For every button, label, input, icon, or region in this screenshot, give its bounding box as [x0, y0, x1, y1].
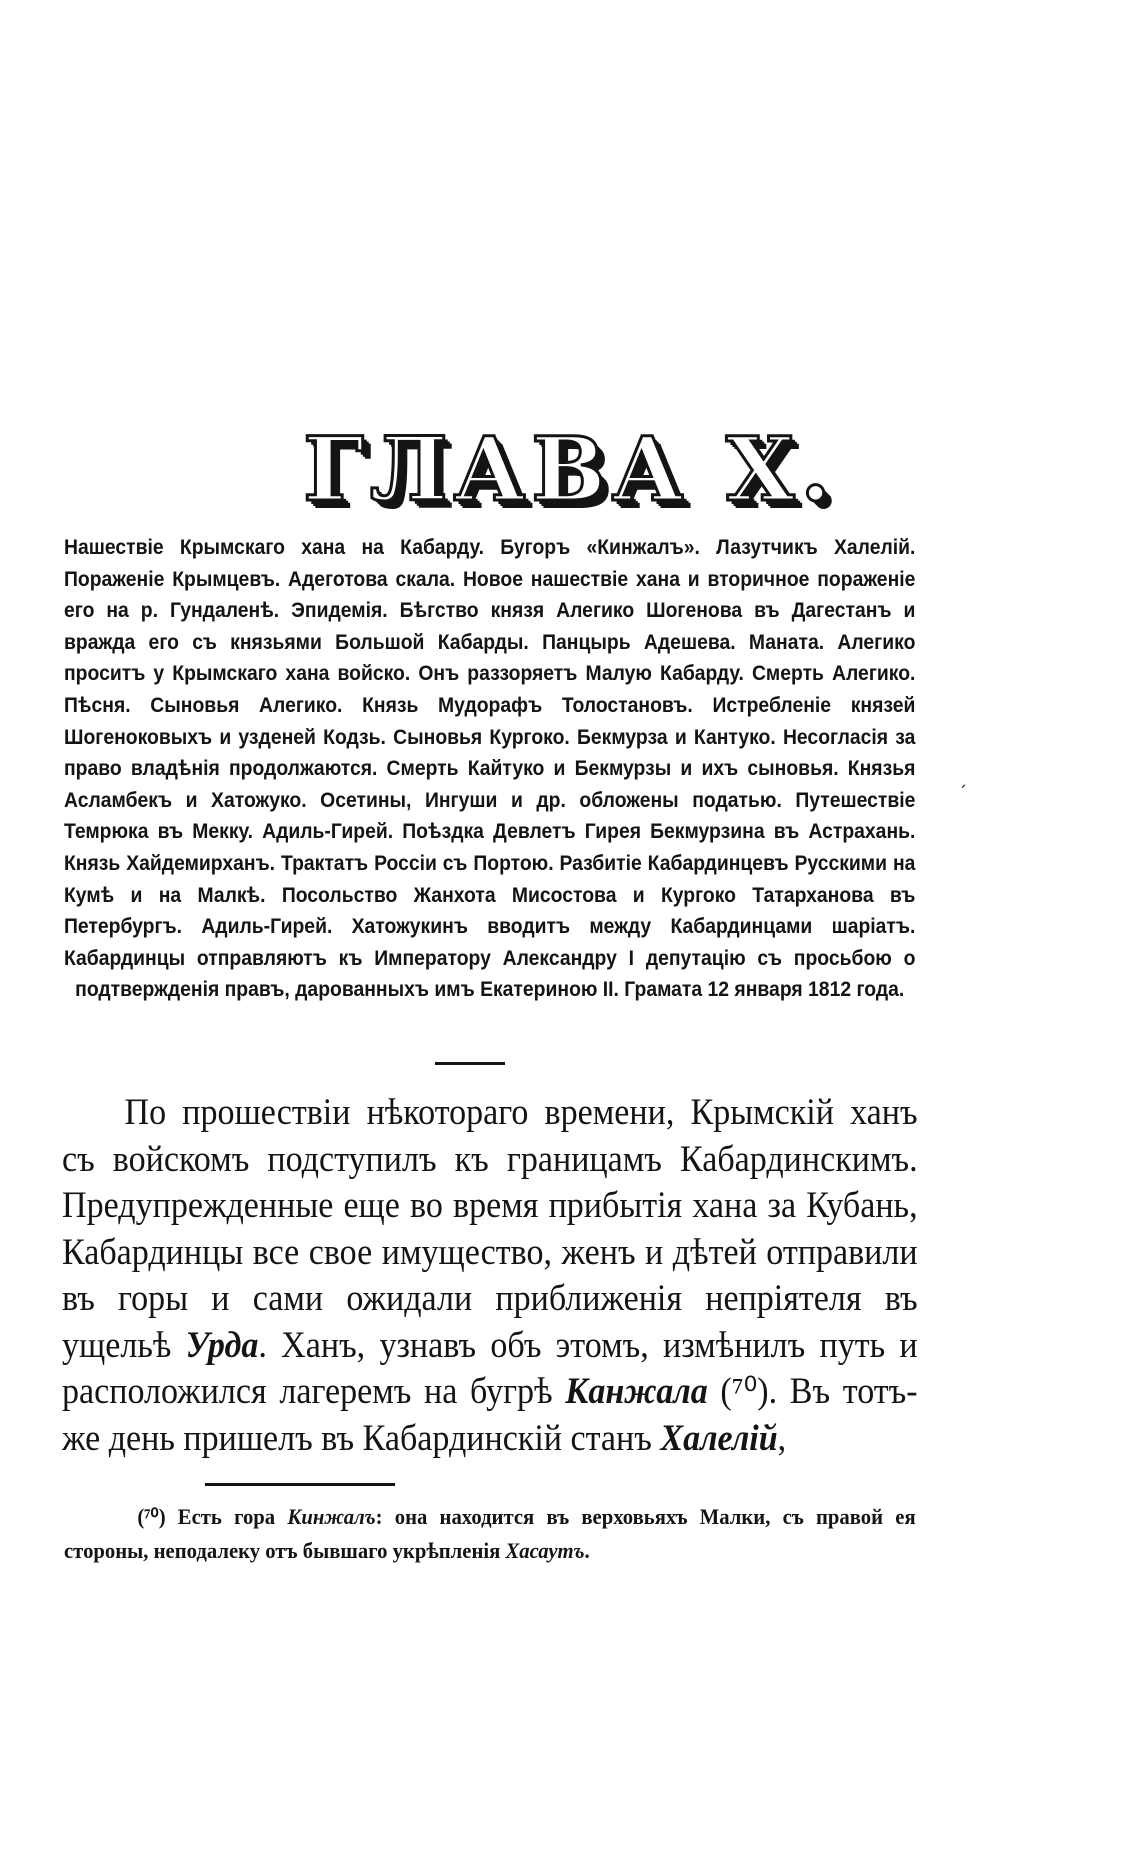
body-text-2: . Ханъ, узнавъ объ этомъ, измѣнилъ путь и расположился лагеремъ на бугрѣ [62, 1324, 918, 1412]
margin-mark: ˊ [958, 783, 967, 804]
footnote-text-2: : она находится въ верховьяхъ Малки, съ правой ея стороны, неподалеку отъ бывшаго укрѣпленія [64, 1504, 916, 1563]
place-name-kanzhala: Канжала [565, 1371, 708, 1412]
body-text-4: , [777, 1417, 787, 1459]
chapter-summary: Нашествіе Крымскаго хана на Кабарду. Бугоръ «Кинжалъ». Лазутчикъ Халелій. Пораженіе Крымцевъ. Адеготова скала. Новое нашествіе хана и вторичное пораженіе его на р. Гундаленѣ. Эпидемія. Бѣгство князя Алегико Шогенова въ Дагестанъ и вражда его съ князьями Большой Кабарды. Панцырь Адешева. Маната. Алегико проситъ у Крымскаго хана войско. Онъ раззоряетъ Малую Кабарду. Смерть Алегико. Пѣсня. Сыновья Алегико. Князь Мудорафъ Толостановъ. Истребленіе князей Шогеноковыхъ и узденей Кодзь. Сыновья Кургоко. Бекмурза и Кантуко. Несогласія за право владѣнія продолжаются. Смерть Кайтуко и Бекмурзы и ихъ сыновья. Князья Асламбекъ и Хатожуко. Осетины, Ингуши и др. обложены податью. Путешествіе Темрюка въ Мекку. Адиль-Гирей. Поѣздка Девлетъ Гирея Бекмурзина въ Астрахань. Князь Хайдемирханъ. Трактатъ Россіи съ Портою. Разбитіе Кабардинцевъ Русскими на Кумѣ и на Малкѣ. Посольство Жанхота Мисостова и Кургоко Татарханова въ Петербургъ. Адиль-Гирей. Хатожукинъ вводитъ между Кабардинцами шаріатъ. Кабардинцы отправляютъ къ Императору Александру I депутацію съ просьбою о подтвержденія правъ, дарованныхъ имъ Екатериною II. Грамата 12 января 1812 года. [64, 535, 916, 1002]
body-text-1: По прошествіи нѣкотораго времени, Крымскій ханъ съ войскомъ подступилъ къ границамъ Кабардинскимъ. Предупрежденные еще во время прибытія хана за Кубань, Кабардинцы все свое имущество, женъ и дѣтей отправили въ горы и сами ожидали приближенія непріятеля въ ущельѣ [62, 1092, 918, 1366]
section-divider [435, 1062, 505, 1065]
footnote [64, 1500, 916, 1568]
body-paragraph [62, 1090, 918, 1462]
footnote-text-1: Есть гора [165, 1504, 288, 1529]
footnote-marker: (⁷⁰) [137, 1504, 166, 1529]
footnote-place: Хасаутъ [505, 1538, 585, 1563]
footnote-term: Кинжалъ [287, 1504, 376, 1529]
footnote-text-3: . [584, 1538, 590, 1563]
chapter-title: ГЛАВА X. [303, 417, 837, 521]
place-name-urda: Урда [185, 1324, 259, 1366]
person-name-khaleliy: Халелій [660, 1417, 778, 1459]
footnote-rule [205, 1483, 395, 1486]
body-text-3: (⁷⁰). Въ тотъ-же день пришелъ въ Кабардинскій станъ [62, 1371, 918, 1459]
